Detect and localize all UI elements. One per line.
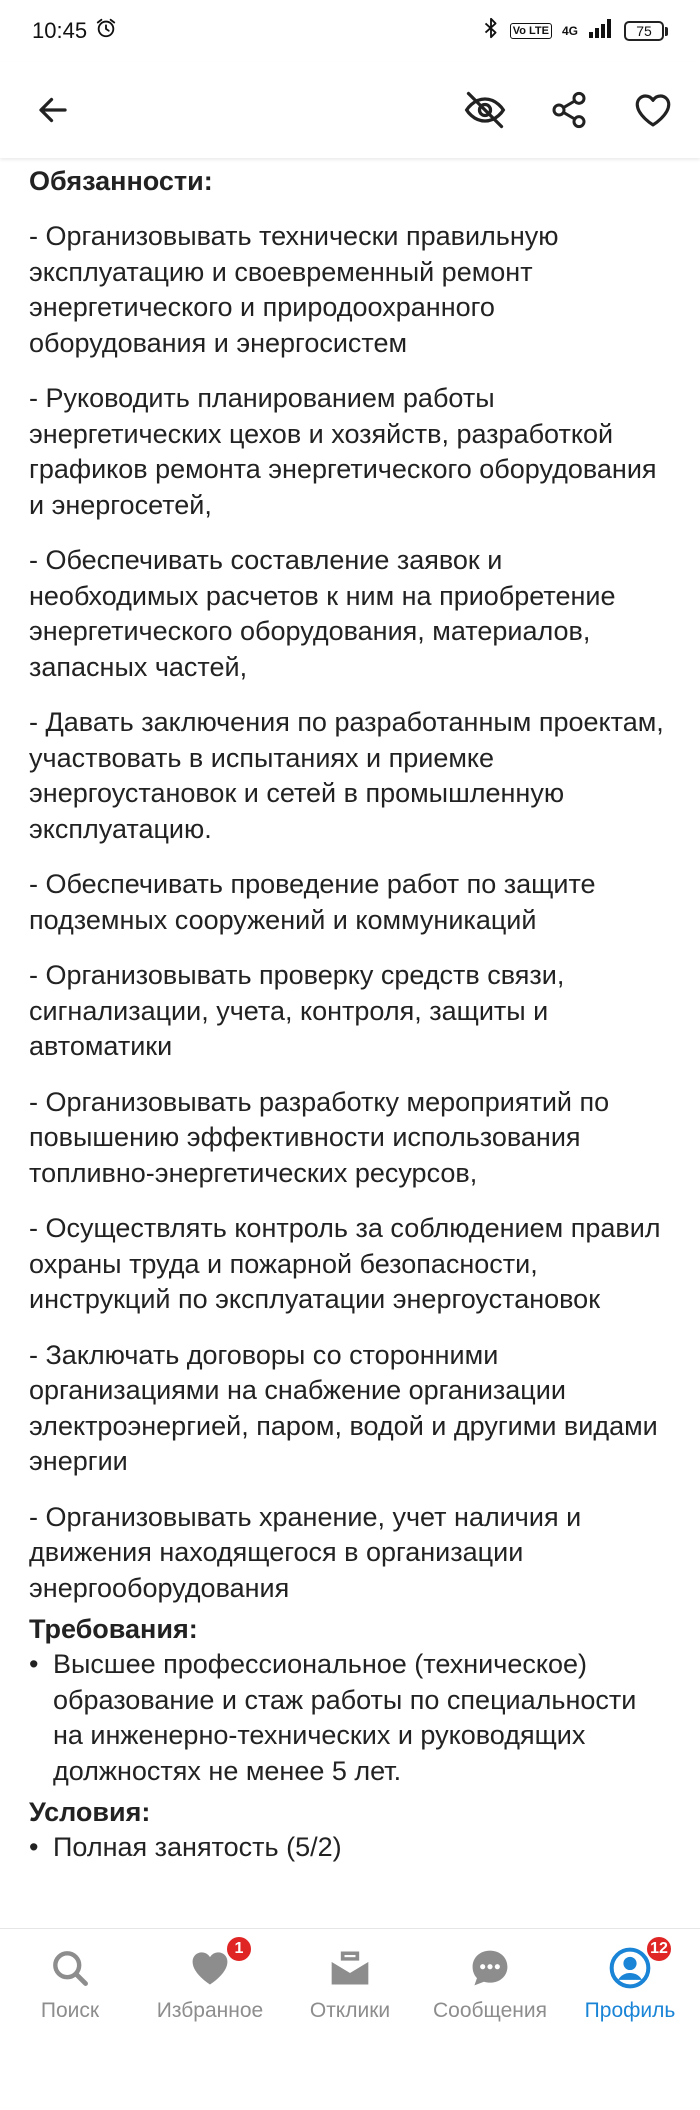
duty-item: - Руководить планированием работы энергетических цехов и хозяйств, разработкой графиков ремонта энергетического оборудования и энергосетей, (29, 383, 657, 520)
battery-icon (624, 21, 668, 41)
bullet-marker: • (29, 1832, 39, 1862)
responses-icon (325, 1943, 375, 1993)
requirement-text: Высшее профессиональное (техническое) образование и стаж работы по специальности на инженерно-технических и руководящих должностях не менее 5 лет. (53, 1649, 637, 1786)
nav-label: Сообщения (433, 1999, 547, 2022)
nav-responses[interactable] (280, 1943, 420, 2023)
duty-item: - Организовывать хранение, учет наличия и движения находящегося в организации энергооборудования (29, 1501, 582, 1603)
profile-badge: 12 (645, 1935, 673, 1963)
profile-icon (605, 1940, 668, 1993)
nav-label: Поиск (40, 1999, 100, 2022)
nav-search[interactable] (0, 1943, 140, 2023)
top-actions (454, 79, 684, 141)
favorites-badge: 1 (225, 1935, 253, 1963)
nav-favorites[interactable] (140, 1940, 280, 2023)
bluetooth-icon (482, 17, 500, 45)
duty-item: - Организовывать проверку средств связи, сигнализации, учета, контроля, защиты и автоматики (29, 960, 565, 1061)
share-icon (549, 90, 589, 130)
top-app-bar (0, 62, 700, 158)
requirement-item (29, 1647, 669, 1789)
duty-item: - Осуществлять контроль за соблюдением правил охраны труда и пожарной безопасности, инструкций по эксплуатации энергоустановок (29, 1213, 661, 1314)
requirements-heading: Требования: (29, 1614, 198, 1644)
back-button[interactable] (22, 79, 84, 141)
battery-level: 75 (624, 21, 664, 41)
conditions-heading: Условия: (29, 1797, 151, 1827)
duty-item: - Давать заключения по разработанным проектам, участвовать в испытаниях и приемке энергоустановок и сетей в промышленную эксплуатацию. (29, 707, 664, 844)
signal-icon (588, 18, 614, 44)
duty-item: - Организовывать разработку мероприятий по повышению эффективности использования топливно-энергетических ресурсов, (29, 1086, 610, 1188)
heart-icon (185, 1940, 244, 1993)
hide-vacancy-button[interactable] (454, 79, 516, 141)
duty-item: - Обеспечивать проведение работ по защите подземных сооружений и коммуникаций (29, 869, 596, 935)
condition-item (29, 1830, 669, 1866)
bullet-marker: • (29, 1649, 39, 1679)
favorite-button[interactable] (622, 79, 684, 141)
vacancy-description (29, 158, 669, 1872)
share-button[interactable] (538, 79, 600, 141)
duty-item: - Обеспечивать составление заявок и необходимых расчетов к ним на приобретение энергетического оборудования, материалов, запасных частей, (29, 545, 616, 682)
nav-messages[interactable] (420, 1943, 560, 2023)
bottom-navigation (0, 1928, 700, 2050)
nav-label: Избранное (156, 1999, 264, 2022)
system-nav-area (0, 2050, 700, 2110)
volte-badge: Vo LTE (510, 23, 552, 39)
status-time: 10:45 (32, 18, 88, 43)
duties-heading: Обязанности: (29, 166, 213, 196)
duty-item: - Заключать договоры со сторонними организациями на снабжение организации электроэнергией, паром, водой и другими видами энергии (29, 1339, 658, 1476)
alarm-icon (95, 17, 117, 45)
heart-outline-icon (632, 89, 674, 131)
status-right (482, 17, 668, 45)
nav-label: Отклики (309, 1999, 391, 2022)
status-bar (0, 0, 700, 62)
network-type: 4G (561, 24, 578, 38)
search-icon (45, 1943, 95, 1993)
condition-text: Полная занятость (5/2) (53, 1832, 342, 1862)
eye-off-icon (463, 88, 507, 132)
messages-icon (465, 1943, 515, 1993)
status-left (32, 17, 117, 45)
nav-profile[interactable] (560, 1940, 700, 2023)
duty-item: - Организовывать технически правильную эксплуатацию и своевременный ремонт энергетического и природоохранного оборудования и энергосистем (29, 221, 559, 358)
back-arrow-icon (35, 92, 71, 128)
nav-label: Профиль (584, 1999, 676, 2022)
